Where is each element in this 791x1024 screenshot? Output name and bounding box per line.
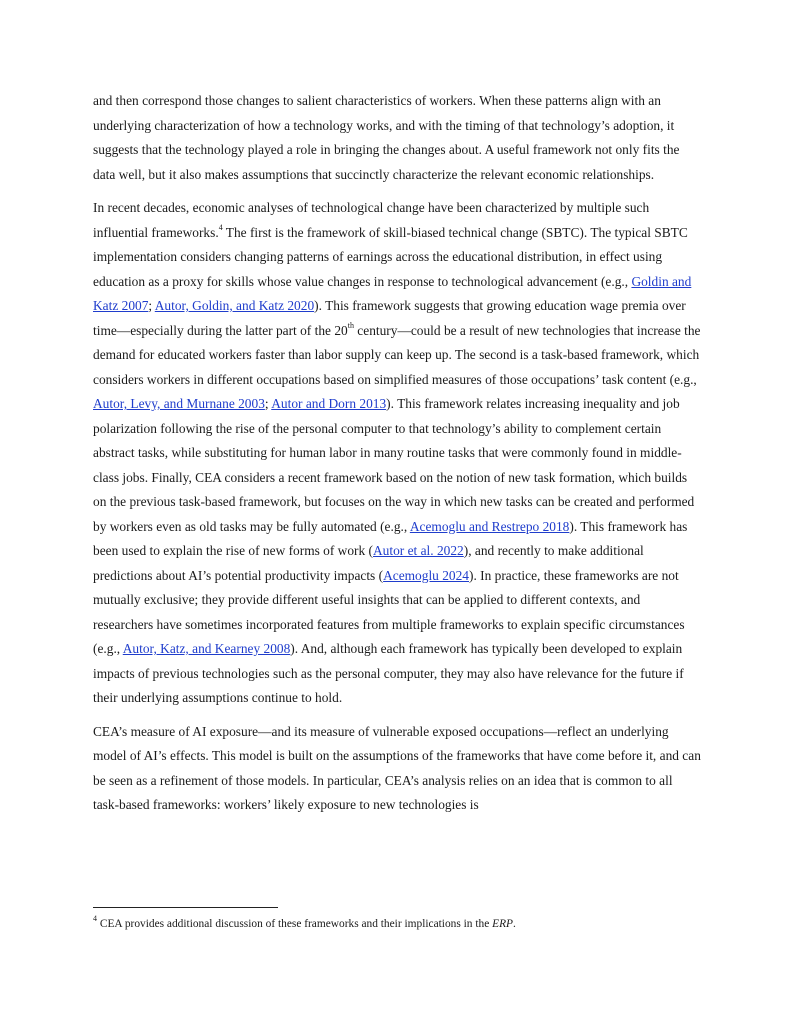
citation-link-goldin-katz-2007[interactable]: Goldin and Katz 2007 <box>93 273 692 313</box>
footnote-reference: 4 <box>218 223 223 233</box>
footnote-number: 4 <box>93 914 97 924</box>
footnote <box>93 916 701 932</box>
citation-link-autor-katz-kearney-2008[interactable]: Autor, Katz, and Kearney 2008 <box>122 641 291 656</box>
citation-link-autor-dorn-2013[interactable]: Autor and Dorn 2013 <box>271 396 387 411</box>
paragraph-2-text: ). And, although each framework has typically been developed to explain impacts of previous technologies such as the personal computer, they may also have relevance for the future if their underlying assumptions continue to hold. <box>93 641 684 705</box>
paragraph-3 <box>93 720 701 818</box>
footnote-divider <box>93 907 278 908</box>
footnote-italic: ERP <box>492 918 513 930</box>
paragraph-3-text: CEA’s measure of AI exposure—and its measure of vulnerable exposed occupations—reflect an underlying model of AI’s effects. This model is built on the assumptions of the frameworks that have come before it, and can be seen as a refinement of those models. In particular, CEA’s analysis relies on an idea that is common to all task-based frameworks: workers’ likely exposure to new technologies is <box>93 723 701 812</box>
paragraph-2-text: ; <box>264 396 272 411</box>
paragraph-2-text: ), and recently to make additional predictions about AI’s potential productivity impacts ( <box>93 543 644 583</box>
citation-link-acemoglu-2024[interactable]: Acemoglu 2024 <box>383 567 469 583</box>
footnote-text: CEA provides additional discussion of these frameworks and their implications in the <box>97 918 493 930</box>
ordinal-suffix: th <box>347 321 354 331</box>
footnote-end: . <box>513 918 516 930</box>
citation-link-acemoglu-restrepo-2018[interactable]: Acemoglu and Restrepo 2018 <box>409 518 570 534</box>
paragraph-2-text: ; <box>148 298 155 313</box>
paragraph-2-text: In recent decades, economic analyses of technological change have been characterized by multiple such influential frameworks. <box>93 200 650 240</box>
citation-link-autor-et-al-2022[interactable]: Autor et al. 2022 <box>373 543 464 558</box>
paragraph-2-text: ). This framework suggests that growing education wage premia over time—especially during the latter part of the 20 <box>93 298 686 338</box>
paragraph-1-text: and then correspond those changes to salient characteristics of workers. When these patterns align with an underlying characterization of how a technology works, and with the timing of that technology’s adoption, it suggests that the technology played a role in bringing the changes about. A useful framework not only fits the data well, but it also makes assumptions that succinctly characterize the relevant economic relationships. <box>93 93 680 182</box>
document-body <box>93 89 701 827</box>
paragraph-2 <box>93 196 701 711</box>
paragraph-2-text: The first is the framework of skill-biased technical change (SBTC). The typical SBTC implementation considers changing patterns of earnings across the educational distribution, in effect using education as a proxy for skills whose value changes in response to technological advancement (e.g., <box>93 224 688 289</box>
citation-link-autor-goldin-katz-2020[interactable]: Autor, Goldin, and Katz 2020 <box>154 298 315 313</box>
paragraph-2-text: ). This framework relates increasing inequality and job polarization following the rise of the personal computer to that technology’s ability to complement certain abstract tasks, while substituting for human labor in many routine tasks that were commonly found in middle-class jobs. Finally, CEA considers a recent framework based on the notion of new task formation, which builds on the previous task-based framework, but focuses on the way in which new tasks can be created and performed by workers even as old tasks may be fully automated (e.g., <box>93 396 695 534</box>
paragraph-2-text: ). In practice, these frameworks are not mutually exclusive; they provide different useful insights that can be applied to different contexts, and researchers have sometimes incorporated features from multiple frameworks to explain specific circumstances (e.g., <box>93 567 685 656</box>
paragraph-2-text: ). This framework has been used to explain the rise of new forms of work ( <box>93 518 688 558</box>
citation-link-autor-levy-murnane-2003[interactable]: Autor, Levy, and Murnane 2003 <box>93 396 265 411</box>
paragraph-2-text: century—could be a result of new technologies that increase the demand for educated workers faster than labor supply can keep up. The second is a task-based framework, which considers workers in different occupations based on simplified measures of those occupations’ task content (e.g., <box>93 322 701 387</box>
paragraph-1 <box>93 89 701 187</box>
